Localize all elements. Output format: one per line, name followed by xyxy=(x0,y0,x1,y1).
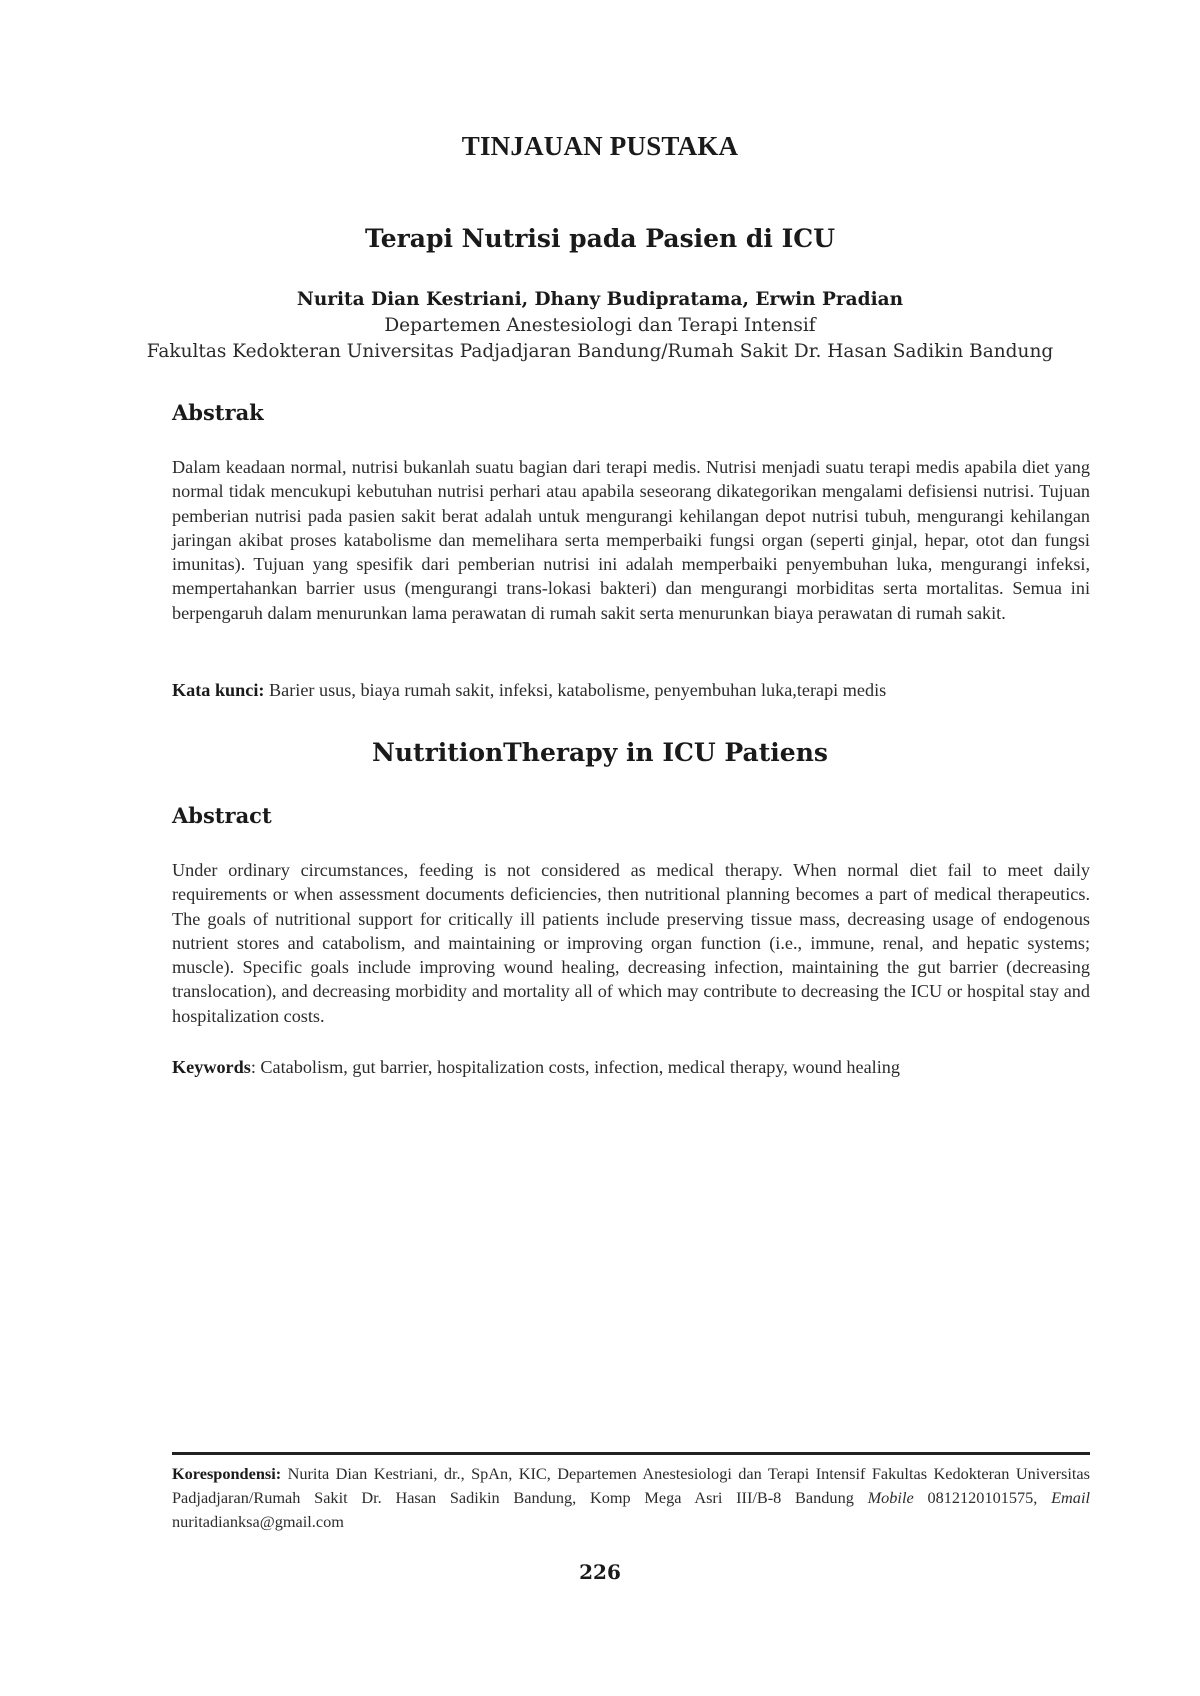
article-title-indonesian: Terapi Nutrisi pada Pasien di ICU xyxy=(364,224,836,253)
author-list: Nurita Dian Kestriani, Dhany Budipratama, Erwin Pradian xyxy=(296,289,904,310)
kata-kunci-label: Kata kunci: xyxy=(172,680,265,700)
kata-kunci-text: Barier usus, biaya rumah sakit, infeksi, katabolisme, penyembuhan luka,terapi medis xyxy=(264,680,887,700)
email-address: nuritadianksa@gmail.com xyxy=(172,1512,344,1531)
section-title: TINJAUAN PUSTAKA xyxy=(461,131,739,161)
correspondence-label: Korespondensi: xyxy=(172,1464,282,1483)
article-title-english: NutritionTherapy in ICU Patiens xyxy=(372,738,828,767)
abstrak-body: Dalam keadaan normal, nutrisi bukanlah suatu bagian dari terapi medis. Nutrisi menjadi suatu terapi medis apabila diet yang normal tidak mencukupi kebutuhan nutrisi perhari atau apabila seseorang dikategorikan mengalami defisiensi nutrisi. Tujuan pemberian nutrisi pada pasien sakit berat adalah untuk mengurangi kehilangan depot nutrisi tubuh, mengurangi kehilangan jaringan akibat proses katabolisme dan memelihara serta memperbaiki fungsi organ (seperti ginjal, hepar, otot dan fungsi imunitas). Tujuan yang spesifik dari pemberian nutrisi ini adalah memperbaiki penyembuhan luka, mengurangi infeksi, mempertahankan barrier usus (mengurangi trans-lokasi bakteri) dan mengurangi morbiditas serta mortalitas. Semua ini berpengaruh dalam menurunkan lama perawatan di rumah sakit serta menurunkan biaya perawatan di rumah sakit. xyxy=(172,457,1090,623)
keywords-text: : Catabolism, gut barrier, hospitalization costs, infection, medical therapy, wound healing xyxy=(250,1057,900,1077)
mobile-number: 0812120101575, xyxy=(913,1488,1052,1507)
footnote-divider xyxy=(172,1452,1090,1455)
mobile-label: Mobile xyxy=(867,1488,914,1507)
correspondence-note xyxy=(172,1462,1090,1534)
email-label: Email xyxy=(1051,1488,1090,1507)
keywords-line xyxy=(172,1057,1090,1078)
abstrak-heading: Abstrak xyxy=(172,400,264,425)
abstract-body: Under ordinary circumstances, feeding is not considered as medical therapy. When normal diet fail to meet daily requirements or when assessment documents deficiencies, then nutritional planning becomes a part of medical therapeutics. The goals of nutritional support for critically ill patients include preserving tissue mass, decreasing usage of endogenous nutrient stores and catabolism, and maintaining or improving organ function (i.e., immune, renal, and hepatic systems; muscle). Specific goals include improving wound healing, decreasing infection, maintaining the gut barrier (decreasing translocation), and decreasing morbidity and mortality all of which may contribute to decreasing the ICU or hospital stay and hospitalization costs. xyxy=(172,860,1090,1026)
correspondence-text: Nurita Dian Kestriani, dr., SpAn, KIC, Departemen Anestesiologi dan Terapi Intensif Fakultas Kedokteran Universitas Padjadjaran/Rumah Sakit Dr. Hasan Sadikin Bandung, Komp Mega Asri III/B-8 Bandung xyxy=(172,1464,1090,1507)
page-number: 226 xyxy=(579,1560,621,1584)
kata-kunci-line xyxy=(172,680,1090,701)
keywords-label: Keywords xyxy=(172,1057,251,1077)
affiliation-institution: Fakultas Kedokteran Universitas Padjadjaran Bandung/Rumah Sakit Dr. Hasan Sadikin Bandung xyxy=(146,341,1054,362)
abstract-heading: Abstract xyxy=(172,803,272,828)
affiliation-department: Departemen Anestesiologi dan Terapi Intensif xyxy=(384,315,816,336)
